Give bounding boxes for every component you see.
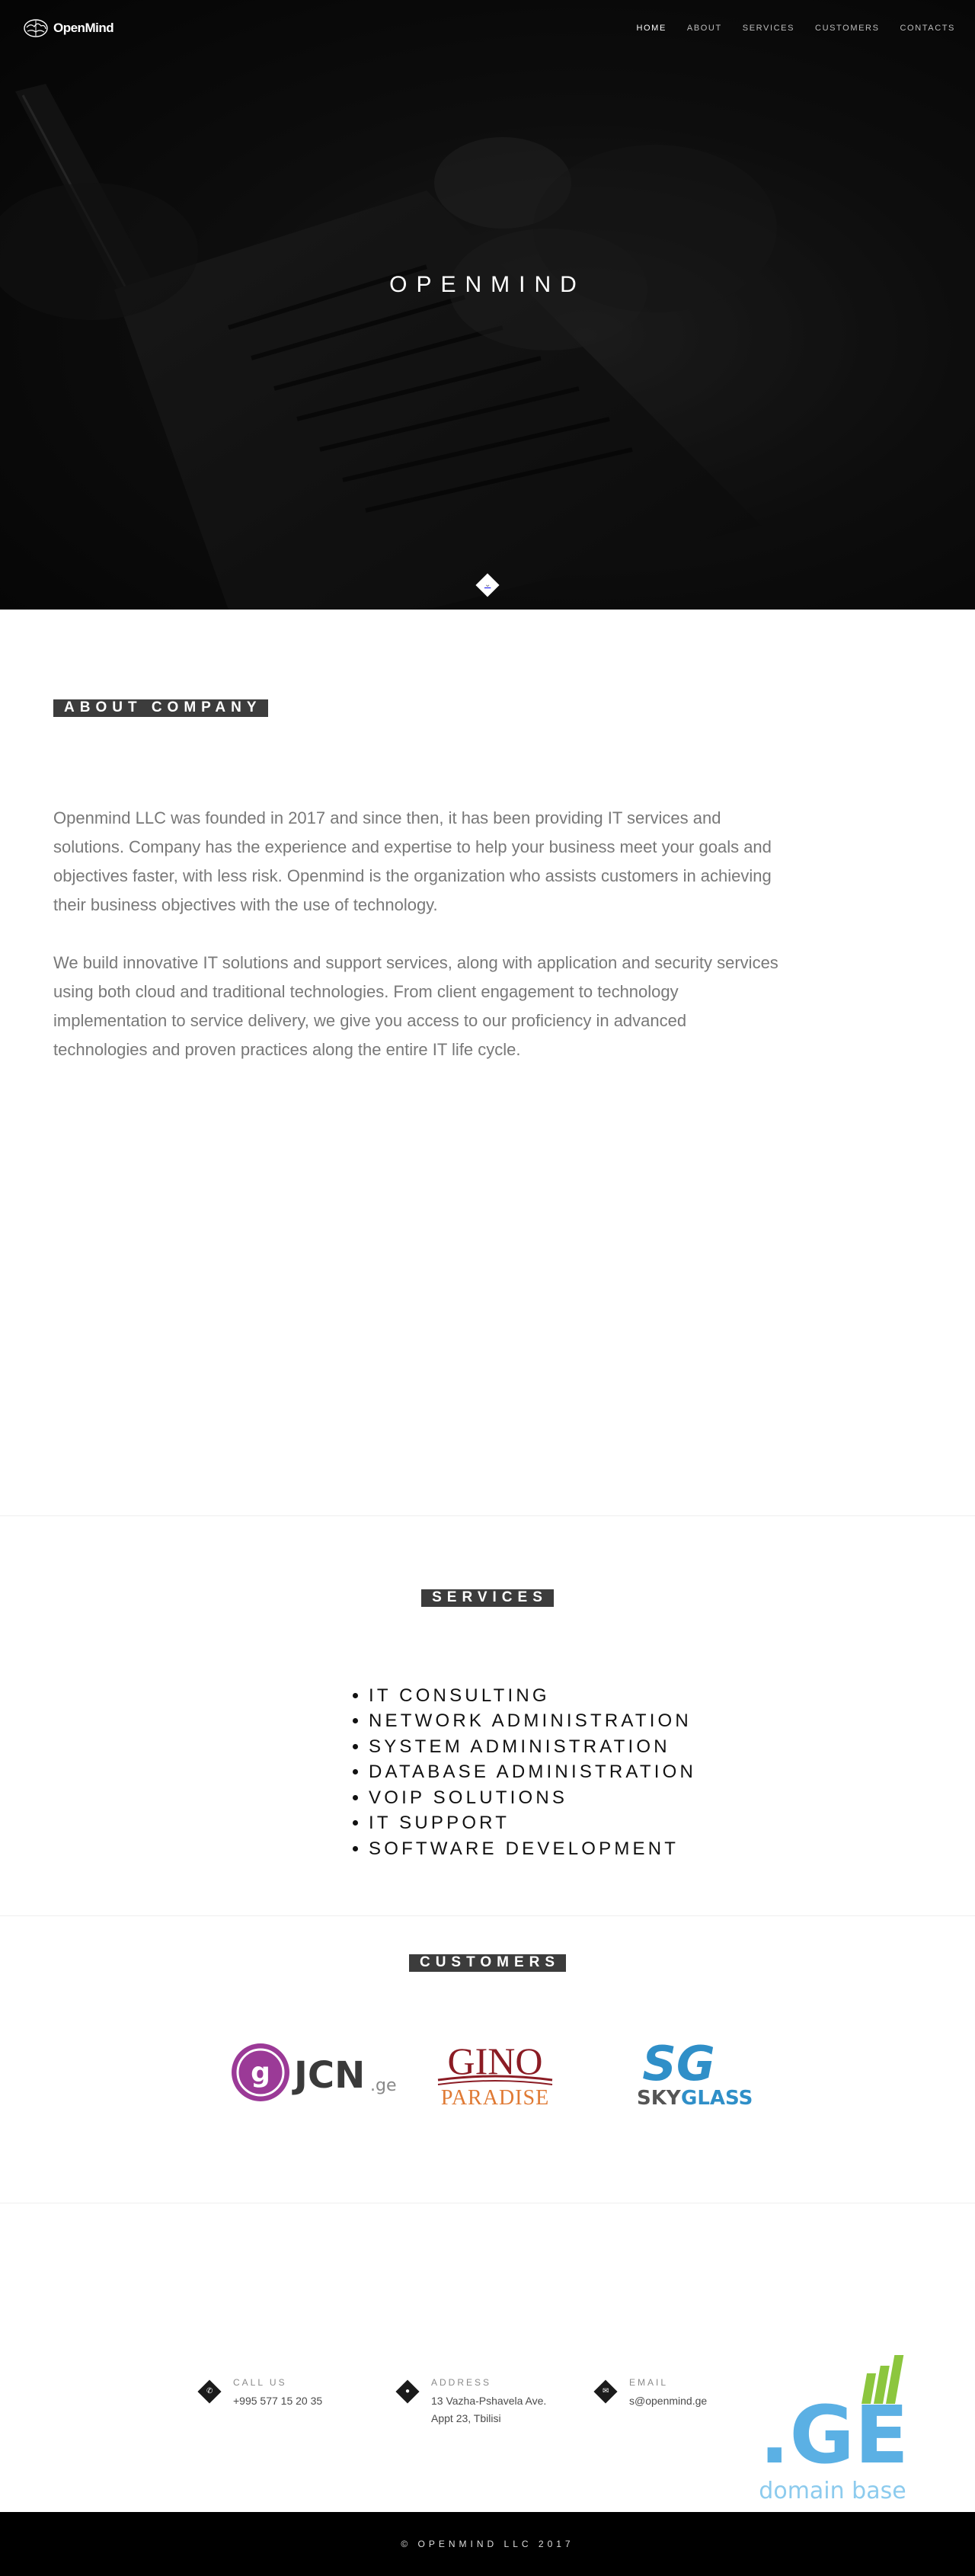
- brand-name: OpenMind: [53, 21, 114, 35]
- top-navbar: [0, 0, 975, 56]
- services-heading: SERVICES: [421, 1589, 554, 1607]
- contact-email: [593, 2377, 707, 2410]
- contact-email-link[interactable]: s@openmind.ge: [629, 2395, 708, 2407]
- customers-heading: CUSTOMERS: [409, 1954, 566, 1972]
- hero-background-image: [0, 0, 975, 610]
- gino-logo-top: GINO: [447, 2039, 543, 2082]
- service-item: • IT SUPPORT: [369, 1810, 696, 1836]
- nav-customers[interactable]: CUSTOMERS: [815, 24, 880, 33]
- domain-base-logo-image: [756, 2352, 916, 2504]
- services-section: [0, 1516, 975, 1916]
- sky-glass-logo-image: [606, 2036, 751, 2109]
- nav-home[interactable]: HOME: [636, 24, 667, 33]
- nav-services[interactable]: SERVICES: [742, 24, 795, 33]
- service-item: • VOIP SOLUTIONS: [369, 1785, 696, 1811]
- about-paragraph: We build innovative IT solutions and support services, along with application and security services using both cloud and traditional technologies. From client engagement to technology implementation to service delivery, we give you access to our proficiency in advanced technologies and proven practices along the entire IT life cycle.: [53, 952, 778, 1059]
- contact-address-label: ADDRESS: [431, 2377, 492, 2388]
- contact-email-label: EMAIL: [629, 2377, 669, 2388]
- service-item: • SYSTEM ADMINISTRATION: [369, 1734, 696, 1760]
- location-pin-icon: ●: [395, 2379, 419, 2403]
- brain-logo-icon: [23, 18, 49, 38]
- contact-address: [395, 2377, 546, 2427]
- about-paragraph: Openmind LLC was founded in 2017 and since then, it has been providing IT services and solutions. Company has the experience and expertise to help your business meet your goals and objectives faster, with less risk. Openmind is the organization who assists customers in achieving their business objectives with the use of technology.: [53, 808, 772, 914]
- customer-logos: [15, 2036, 975, 2109]
- sky-glass-word1: SKY: [637, 2086, 681, 2110]
- gino-paradise-logo-image: [423, 2036, 567, 2109]
- customer-logo-sky-glass[interactable]: [597, 2036, 761, 2109]
- customer-logo-jcn[interactable]: [230, 2036, 394, 2109]
- sky-glass-mark: SG: [642, 2035, 715, 2091]
- brand-logo-link[interactable]: [23, 18, 113, 38]
- contact-address-line1: 13 Vazha-Pshavela Ave.: [431, 2395, 547, 2407]
- gino-logo-bottom: PARADISE: [440, 2085, 550, 2110]
- customers-section: [0, 1916, 975, 2203]
- about-section: [0, 610, 975, 1516]
- nav-contacts[interactable]: CONTACTS: [900, 24, 955, 33]
- jcn-logo-text: JCN: [293, 2053, 365, 2097]
- jcn-logo-image: [230, 2036, 394, 2109]
- svg-text:g: g: [250, 2056, 270, 2088]
- contact-phone-link[interactable]: +995 577 15 20 35: [233, 2395, 323, 2407]
- service-item: • NETWORK ADMINISTRATION: [369, 1708, 696, 1734]
- hero-title: OPENMIND: [389, 272, 586, 297]
- contact-address-line2: Appt 23, Tbilisi: [431, 2412, 501, 2424]
- about-heading: ABOUT COMPANY: [53, 699, 268, 717]
- about-text: [53, 804, 785, 1064]
- domain-badge-caption: domain base: [759, 2478, 906, 2504]
- customer-logo-gino-paradise[interactable]: [414, 2036, 577, 2109]
- contact-call: [197, 2377, 322, 2410]
- chevron-down-icon: ⌄: [484, 580, 491, 589]
- main-nav: [636, 24, 955, 33]
- envelope-icon: ✉: [593, 2379, 617, 2403]
- phone-icon: ✆: [197, 2379, 221, 2403]
- service-item: • SOFTWARE DEVELOPMENT: [369, 1836, 696, 1862]
- contacts-section: [0, 2203, 975, 2512]
- sky-glass-word2: GLASS: [681, 2086, 753, 2110]
- domain-badge-mark: .GE: [759, 2389, 909, 2482]
- domain-base-badge[interactable]: [756, 2352, 916, 2508]
- hero-section: [0, 0, 975, 610]
- service-item: • IT CONSULTING: [369, 1683, 696, 1709]
- services-list: [347, 1683, 696, 1862]
- nav-about[interactable]: ABOUT: [686, 24, 722, 33]
- footer: [0, 2512, 975, 2576]
- contact-call-label: CALL US: [233, 2377, 287, 2388]
- service-item: • DATABASE ADMINISTRATION: [369, 1759, 696, 1785]
- jcn-logo-suffix: .ge: [369, 2075, 396, 2095]
- footer-copyright: © OPENMIND LLC 2017: [401, 2539, 574, 2549]
